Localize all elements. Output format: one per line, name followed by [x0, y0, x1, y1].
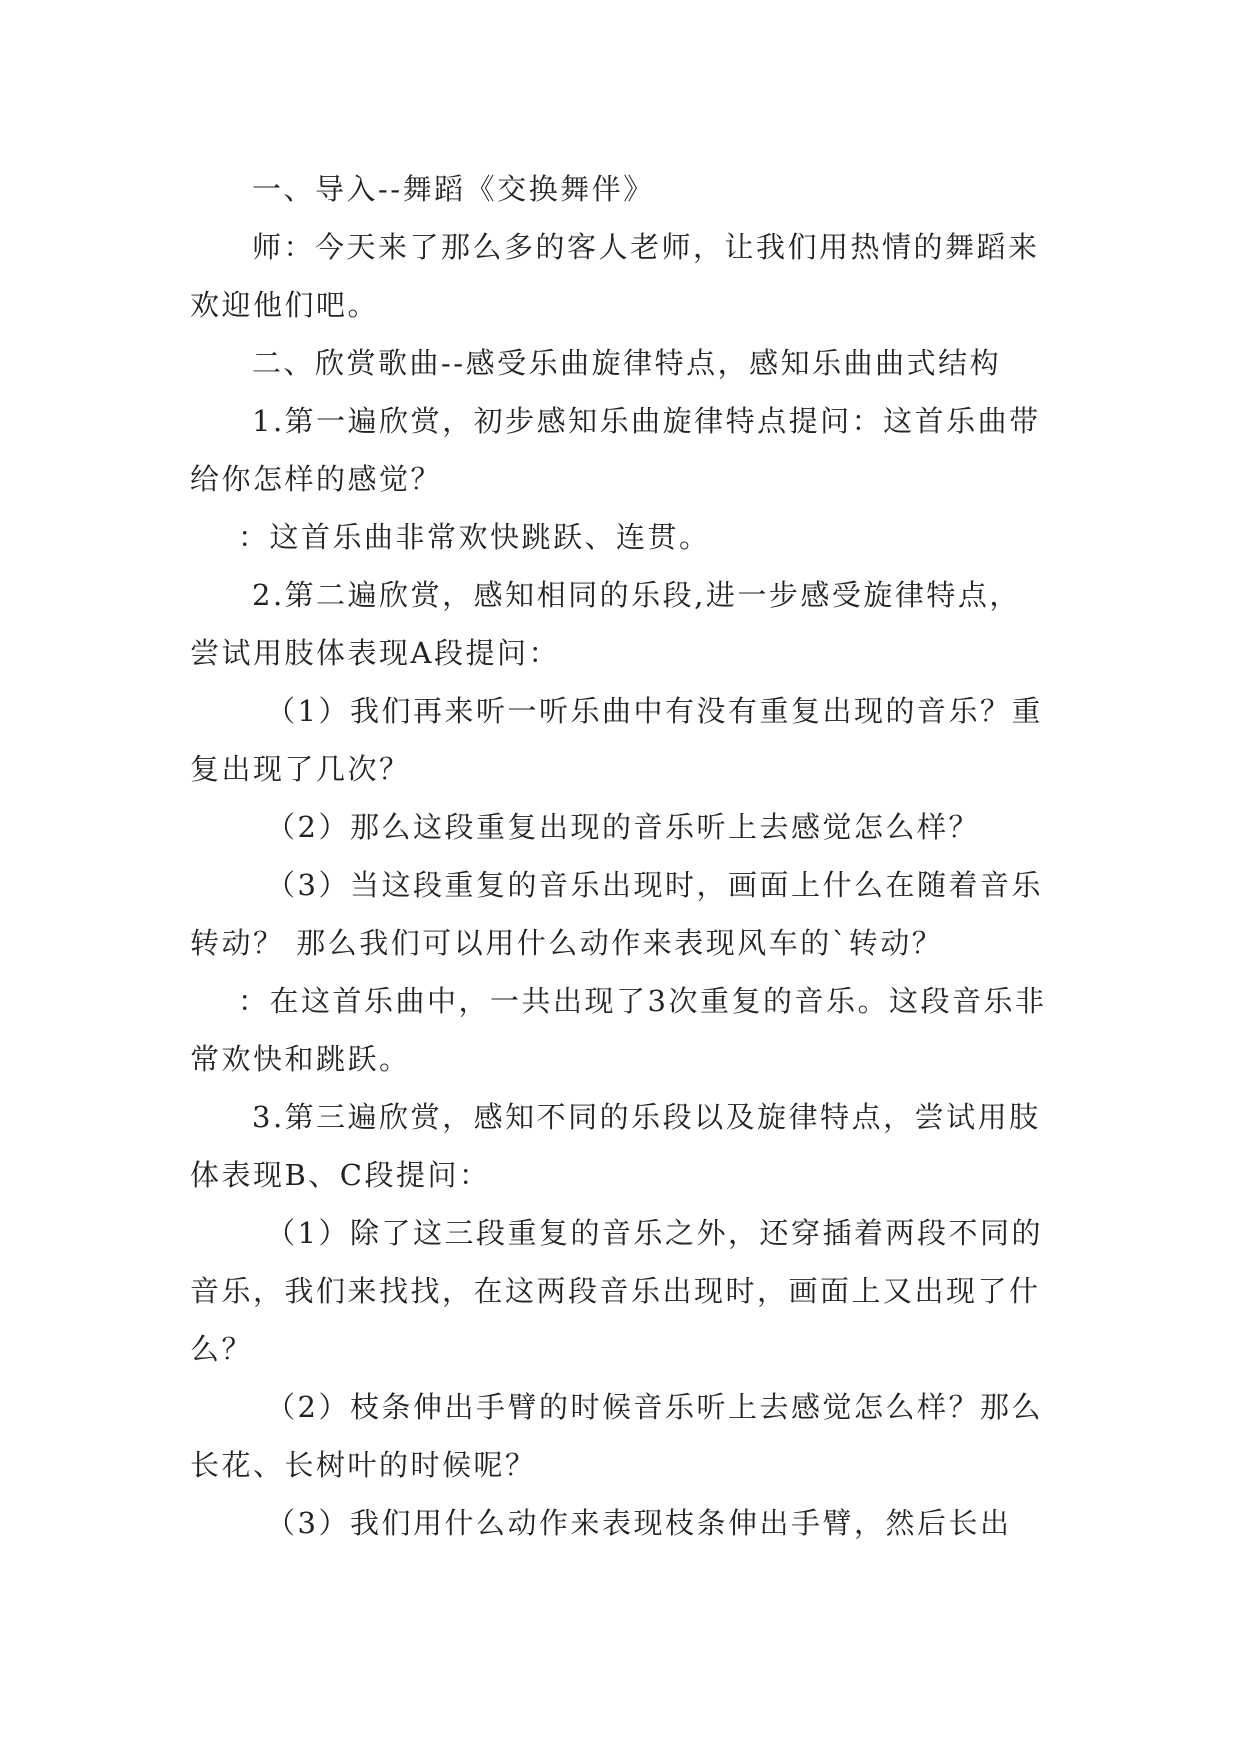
step-2: 2.第二遍欣赏，感知相同的乐段,进一步感受旋律特点，尝试用肢体表现A段提问： [190, 578, 1021, 670]
step-3: 3.第三遍欣赏，感知不同的乐段以及旋律特点，尝试用肢体表现B、C段提问： [190, 1100, 1041, 1192]
heading-appreciation: 二、欣赏歌曲--感受乐曲旋律特点，感知乐曲曲式结构 [252, 346, 1002, 380]
question-2-2: （2）那么这段重复出现的音乐听上去感觉怎么样？ [266, 810, 980, 844]
step-1: 1.第一遍欣赏，初步感知乐曲旋律特点提问：这首乐曲带给你怎样的感觉？ [190, 404, 1041, 496]
question-3-3: （3）我们用什么动作来表现枝条伸出手臂，然后长出 [266, 1506, 1012, 1540]
teacher-greeting: 师：今天来了那么多的客人老师，让我们用热情的舞蹈来欢迎他们吧。 [190, 230, 1040, 322]
question-2-1: （1）我们再来听一听乐曲中有没有重复出现的音乐？重复出现了几次？ [190, 694, 1043, 786]
question-3-2: （2）枝条伸出手臂的时候音乐听上去感觉怎么样？那么长花、长树叶的时候呢？ [190, 1390, 1043, 1482]
answer-1: ：这首乐曲非常欢快跳跃、连贯。 [238, 520, 711, 554]
document-body [190, 160, 1050, 1552]
answer-2: ：在这首乐曲中，一共出现了3次重复的音乐。这段音乐非常欢快和跳跃。 [190, 984, 1047, 1076]
question-3-1: （1）除了这三段重复的音乐之外，还穿插着两段不同的音乐，我们来找找，在这两段音乐出现时，画面上又出现了什么？ [190, 1216, 1043, 1366]
heading-intro: 一、导入--舞蹈《交换舞伴》 [252, 172, 655, 206]
question-2-3: （3）当这段重复的音乐出现时，画面上什么在随着音乐转动？ 那么我们可以用什么动作来表现风车的`转动？ [190, 868, 1043, 960]
